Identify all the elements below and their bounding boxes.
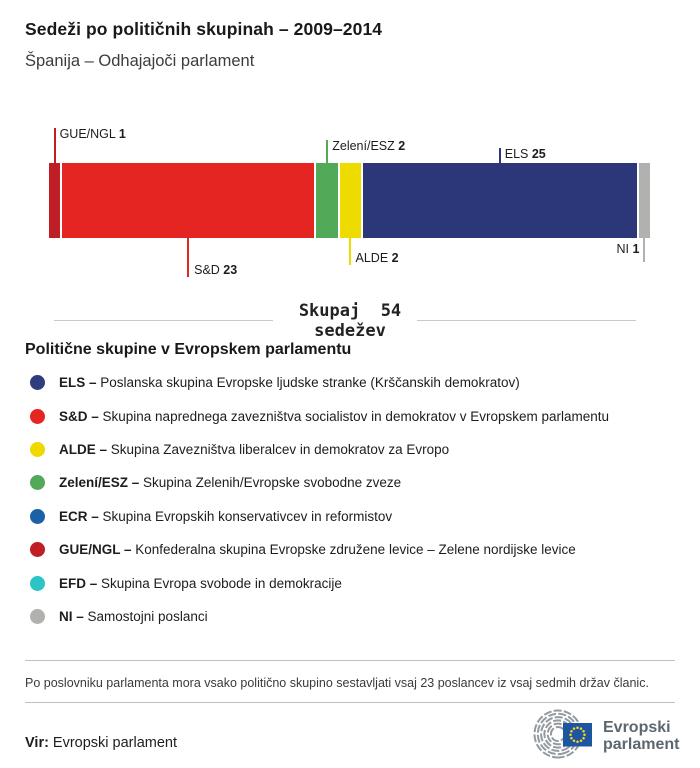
legend-heading: Politične skupine v Evropskem parlamentu (25, 341, 352, 358)
legend-row-5 (25, 533, 675, 566)
logo-text-line2: parlament (603, 736, 680, 753)
page-title: Sedeži po političnih skupinah – 2009–2014 (25, 19, 383, 39)
logo-text-line1: Evropski (603, 719, 671, 736)
legend (25, 366, 675, 633)
bar-segment-S&D (62, 163, 314, 238)
legend-label: ELS – Poslanska skupina Evropske ljudske stranke (Krščanskih demokratov) (59, 375, 520, 391)
legend-dot-icon (30, 442, 45, 457)
legend-row-1 (25, 399, 675, 432)
eu-star (569, 733, 572, 736)
legend-label: ECR – Skupina Evropskih konservativcev in reformistov (59, 508, 393, 524)
bar-segment-ALDE (340, 163, 362, 238)
legend-row-2 (25, 433, 675, 466)
eu-star (583, 733, 586, 736)
legend-dot-icon (30, 375, 45, 390)
legend-row-7 (25, 600, 675, 633)
bar-segment-NI (639, 163, 650, 238)
callout-label-GUE/NGL: GUE/NGL 1 (59, 127, 126, 141)
callout-label-S&D: S&D 23 (194, 263, 238, 277)
legend-label: ALDE – Skupina Zavezništva liberalcev in demokratov za Evropo (59, 441, 450, 457)
legend-label: Zelení/ESZ – Skupina Zelenih/Evropske svobodne zveze (59, 475, 402, 491)
legend-dot-icon (30, 542, 45, 557)
european-parliament-logo (525, 708, 685, 760)
legend-label: S&D – Skupina naprednega zavezništva socialistov in demokratov v Evropskem parlamentu (59, 408, 610, 424)
legend-row-4 (25, 500, 675, 533)
legend-dot-icon (30, 509, 45, 524)
callout-tick-Zelení/ESZ (326, 140, 328, 163)
callout-label-ELS: ELS 25 (504, 147, 546, 161)
bar-segment-GUE/NGL (49, 163, 60, 238)
callout-label-NI: NI 1 (616, 242, 640, 256)
footer-divider-bottom (25, 702, 675, 703)
legend-label: NI – Samostojni poslanci (59, 608, 208, 624)
footer-divider-top (25, 660, 675, 661)
footnote: Po poslovniku parlamenta mora vsako politično skupino sestavljati vsaj 23 poslancev iz vsaj sedmih držav članic. (25, 676, 649, 690)
stacked-bar (49, 163, 650, 238)
callout-label-ALDE: ALDE 2 (355, 251, 399, 265)
legend-dot-icon (30, 475, 45, 490)
bar-segment-Zelení/ESZ (316, 163, 338, 238)
callout-tick-ELS (499, 148, 501, 163)
eu-star (576, 726, 579, 729)
legend-dot-icon (30, 409, 45, 424)
eu-star (576, 740, 579, 743)
callout-tick-GUE/NGL (54, 128, 56, 163)
callout-tick-S&D (187, 238, 189, 277)
eu-star (570, 730, 573, 733)
legend-label: GUE/NGL – Konfederalna skupina Evropske združene levice – Zelene nordijske levice (59, 542, 576, 558)
eu-star (573, 727, 576, 730)
source-value: Evropski parlament (52, 735, 178, 751)
legend-row-3 (25, 466, 675, 499)
page-subtitle: Španija – Odhajajoči parlament (25, 52, 255, 70)
eu-star (582, 730, 585, 733)
callout-label-Zelení/ESZ: Zelení/ESZ 2 (332, 139, 406, 153)
bar-segment-ELS (363, 163, 637, 238)
source-label: Vir: (25, 735, 49, 751)
eu-star (582, 737, 585, 740)
legend-row-6 (25, 566, 675, 599)
source-line (25, 735, 177, 751)
total-line2: sedežev (314, 321, 386, 341)
eu-star (580, 727, 583, 730)
callout-tick-NI (643, 238, 645, 262)
eu-star (573, 740, 576, 743)
total-seats-label (0, 301, 700, 341)
legend-dot-icon (30, 576, 45, 591)
total-line1: Skupaj 54 (298, 301, 402, 321)
eu-star (580, 740, 583, 743)
eu-star (570, 737, 573, 740)
legend-dot-icon (30, 609, 45, 624)
callout-tick-ALDE (349, 238, 351, 265)
legend-label: EFD – Skupina Evropa svobode in demokracije (59, 575, 342, 591)
legend-row-0 (25, 366, 675, 399)
